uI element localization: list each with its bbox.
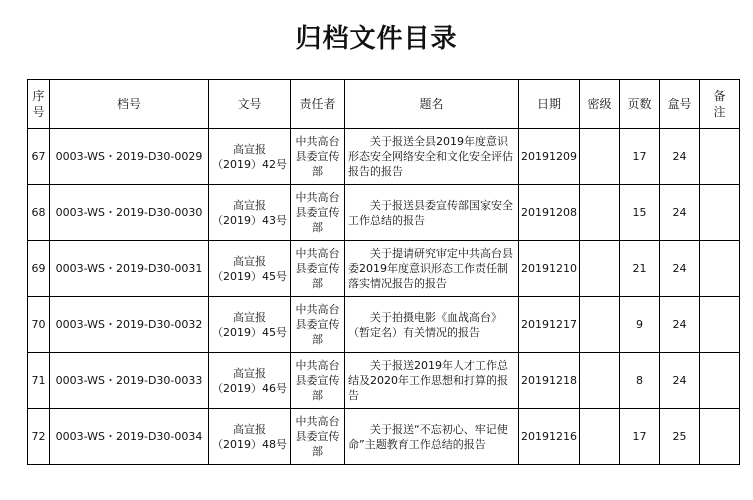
cell-date: 20191217 (519, 297, 580, 353)
cell-pages: 8 (620, 353, 660, 409)
cell-remarks (700, 409, 740, 465)
cell-date: 20191210 (519, 241, 580, 297)
header-archive-no: 档号 (50, 80, 209, 129)
cell-responsible: 中共高台县委宣传部 (291, 409, 345, 465)
cell-archive-no: 0003-WS・2019-D30-0032 (50, 297, 209, 353)
cell-responsible: 中共高台县委宣传部 (291, 241, 345, 297)
cell-responsible: 中共高台县委宣传部 (291, 297, 345, 353)
table-row (28, 129, 740, 185)
cell-archive-no: 0003-WS・2019-D30-0034 (50, 409, 209, 465)
cell-responsible: 中共高台县委宣传部 (291, 185, 345, 241)
cell-date: 20191218 (519, 353, 580, 409)
header-seq: 序号 (28, 80, 50, 129)
cell-seq: 72 (28, 409, 50, 465)
cell-responsible: 中共高台县委宣传部 (291, 129, 345, 185)
cell-archive-no: 0003-WS・2019-D30-0029 (50, 129, 209, 185)
cell-responsible: 中共高台县委宣传部 (291, 353, 345, 409)
cell-box: 24 (660, 353, 700, 409)
cell-doc-no: 高宣报（2019）46号 (209, 353, 291, 409)
cell-secret (580, 409, 620, 465)
table-row (28, 353, 740, 409)
cell-seq: 68 (28, 185, 50, 241)
cell-date: 20191208 (519, 185, 580, 241)
cell-doc-no: 高宣报（2019）42号 (209, 129, 291, 185)
cell-remarks (700, 353, 740, 409)
cell-doc-no: 高宣报（2019）45号 (209, 241, 291, 297)
cell-subject: 关于报送全县2019年度意识形态安全网络安全和文化安全评估报告的报告 (345, 129, 519, 185)
cell-secret (580, 241, 620, 297)
cell-box: 24 (660, 129, 700, 185)
cell-pages: 17 (620, 129, 660, 185)
cell-doc-no: 高宣报（2019）45号 (209, 297, 291, 353)
header-date: 日期 (519, 80, 580, 129)
header-subject: 题名 (345, 80, 519, 129)
header-pages: 页数 (620, 80, 660, 129)
cell-secret (580, 185, 620, 241)
cell-subject: 关于拍摄电影《血战高台》（暂定名）有关情况的报告 (345, 297, 519, 353)
cell-archive-no: 0003-WS・2019-D30-0031 (50, 241, 209, 297)
cell-subject: 关于报送“不忘初心、牢记使命”主题教育工作总结的报告 (345, 409, 519, 465)
cell-remarks (700, 297, 740, 353)
cell-subject: 关于报送县委宣传部国家安全工作总结的报告 (345, 185, 519, 241)
cell-doc-no: 高宣报（2019）48号 (209, 409, 291, 465)
cell-date: 20191216 (519, 409, 580, 465)
header-secret: 密级 (580, 80, 620, 129)
cell-date: 20191209 (519, 129, 580, 185)
cell-seq: 69 (28, 241, 50, 297)
header-box: 盒号 (660, 80, 700, 129)
header-doc-no: 文号 (209, 80, 291, 129)
page-title: 归档文件目录 (295, 24, 458, 54)
cell-secret (580, 353, 620, 409)
cell-remarks (700, 129, 740, 185)
cell-box: 25 (660, 409, 700, 465)
cell-remarks (700, 185, 740, 241)
table-row (28, 241, 740, 297)
cell-pages: 21 (620, 241, 660, 297)
archive-table (27, 79, 740, 465)
cell-pages: 15 (620, 185, 660, 241)
cell-archive-no: 0003-WS・2019-D30-0033 (50, 353, 209, 409)
header-responsible: 责任者 (291, 80, 345, 129)
header-remarks: 备注 (700, 80, 740, 129)
cell-seq: 71 (28, 353, 50, 409)
cell-doc-no: 高宣报（2019）43号 (209, 185, 291, 241)
header-row (28, 80, 740, 129)
cell-box: 24 (660, 185, 700, 241)
cell-secret (580, 297, 620, 353)
table-row (28, 185, 740, 241)
cell-secret (580, 129, 620, 185)
cell-box: 24 (660, 241, 700, 297)
cell-remarks (700, 241, 740, 297)
cell-subject: 关于报送2019年人才工作总结及2020年工作思想和打算的报告 (345, 353, 519, 409)
cell-pages: 17 (620, 409, 660, 465)
cell-archive-no: 0003-WS・2019-D30-0030 (50, 185, 209, 241)
table-row (28, 409, 740, 465)
cell-pages: 9 (620, 297, 660, 353)
cell-subject: 关于提请研究审定中共高台县委2019年度意识形态工作责任制落实情况报告的报告 (345, 241, 519, 297)
cell-seq: 70 (28, 297, 50, 353)
table-row (28, 297, 740, 353)
cell-seq: 67 (28, 129, 50, 185)
cell-box: 24 (660, 297, 700, 353)
